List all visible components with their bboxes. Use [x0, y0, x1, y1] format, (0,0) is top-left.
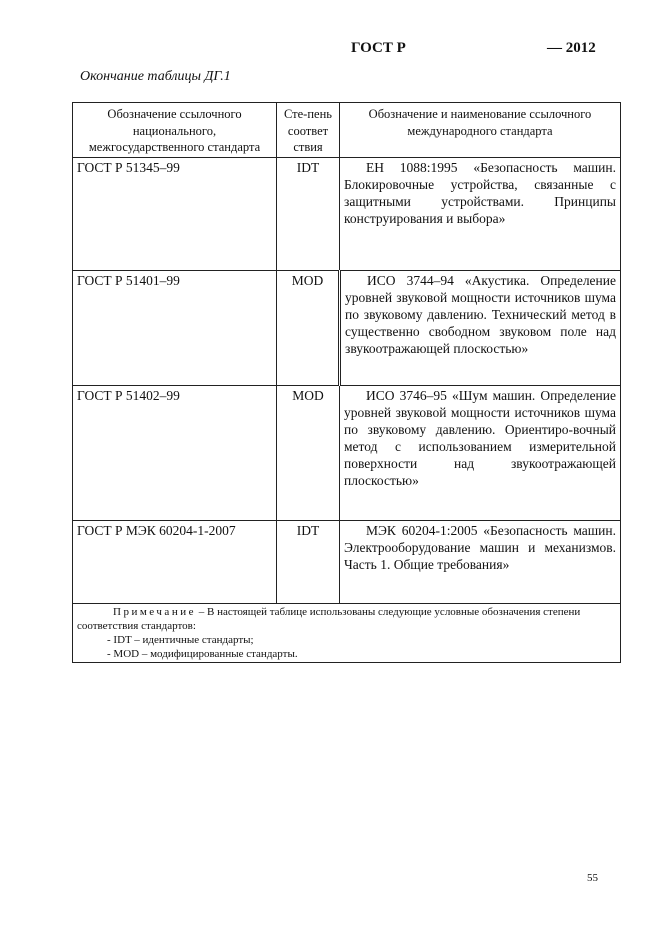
doc-header-year: — 2012	[547, 40, 596, 56]
standards-table	[72, 102, 621, 663]
table-header-row	[73, 103, 621, 158]
note-item-idt: - IDT – идентичные стандарты;	[107, 633, 254, 646]
cell-national: ГОСТ Р 51401–99	[73, 270, 277, 385]
header-degree: Сте-пень соответ ствия	[277, 103, 340, 158]
note-body: – В настоящей таблице использованы следующие условные обозначения степени соответствия стандартов:	[77, 605, 581, 632]
cell-national: ГОСТ Р МЭК 60204-1-2007	[73, 520, 277, 603]
table-row	[73, 385, 621, 520]
header-national-standard: Обозначение ссылочного национального, межгосударственного стандарта	[73, 103, 277, 158]
note-text	[77, 605, 616, 633]
cell-international: ЕН 1088:1995 «Безопасность машин. Блокировочные устройства, связанные с защитными устройствами. Принципы конструирования и выбора»	[340, 157, 621, 270]
table-caption: Окончание таблицы ДГ.1	[80, 69, 231, 84]
note-item-mod: - MOD – модифицированные стандарты.	[107, 647, 298, 660]
cell-international: ИСО 3746–95 «Шум машин. Определение уровней звуковой мощности источников шума по звуковому давлению. Ориентиро-вочный метод с использованием измерительной поверхности над звукоотражающей плоскостью»	[340, 385, 621, 520]
page-number: 55	[587, 872, 598, 884]
table-note-row	[73, 603, 621, 662]
cell-degree: IDT	[277, 157, 340, 270]
note-label: Примечание	[113, 605, 196, 618]
header-international-standard: Обозначение и наименование ссылочного международного стандарта	[340, 103, 621, 158]
cell-national: ГОСТ Р 51345–99	[73, 157, 277, 270]
cell-national: ГОСТ Р 51402–99	[73, 385, 277, 520]
table-row	[73, 520, 621, 603]
table-note	[73, 603, 621, 662]
cell-degree: MOD	[277, 270, 340, 385]
cell-international: МЭК 60204-1:2005 «Безопасность машин. Электрооборудование машин и механизмов. Часть 1. Общие требования»	[340, 520, 621, 603]
cell-degree: IDT	[277, 520, 340, 603]
doc-header-standard: ГОСТ Р	[351, 40, 406, 56]
table-row	[73, 270, 621, 385]
cell-international: ИСО 3744–94 «Акустика. Определение уровней звуковой мощности источников шума по звуковому давлению. Технический метод в существенно свободном звуковом поле над звукоотражающей плоскостью»	[340, 270, 621, 385]
table-row	[73, 157, 621, 270]
cell-degree: MOD	[277, 385, 340, 520]
